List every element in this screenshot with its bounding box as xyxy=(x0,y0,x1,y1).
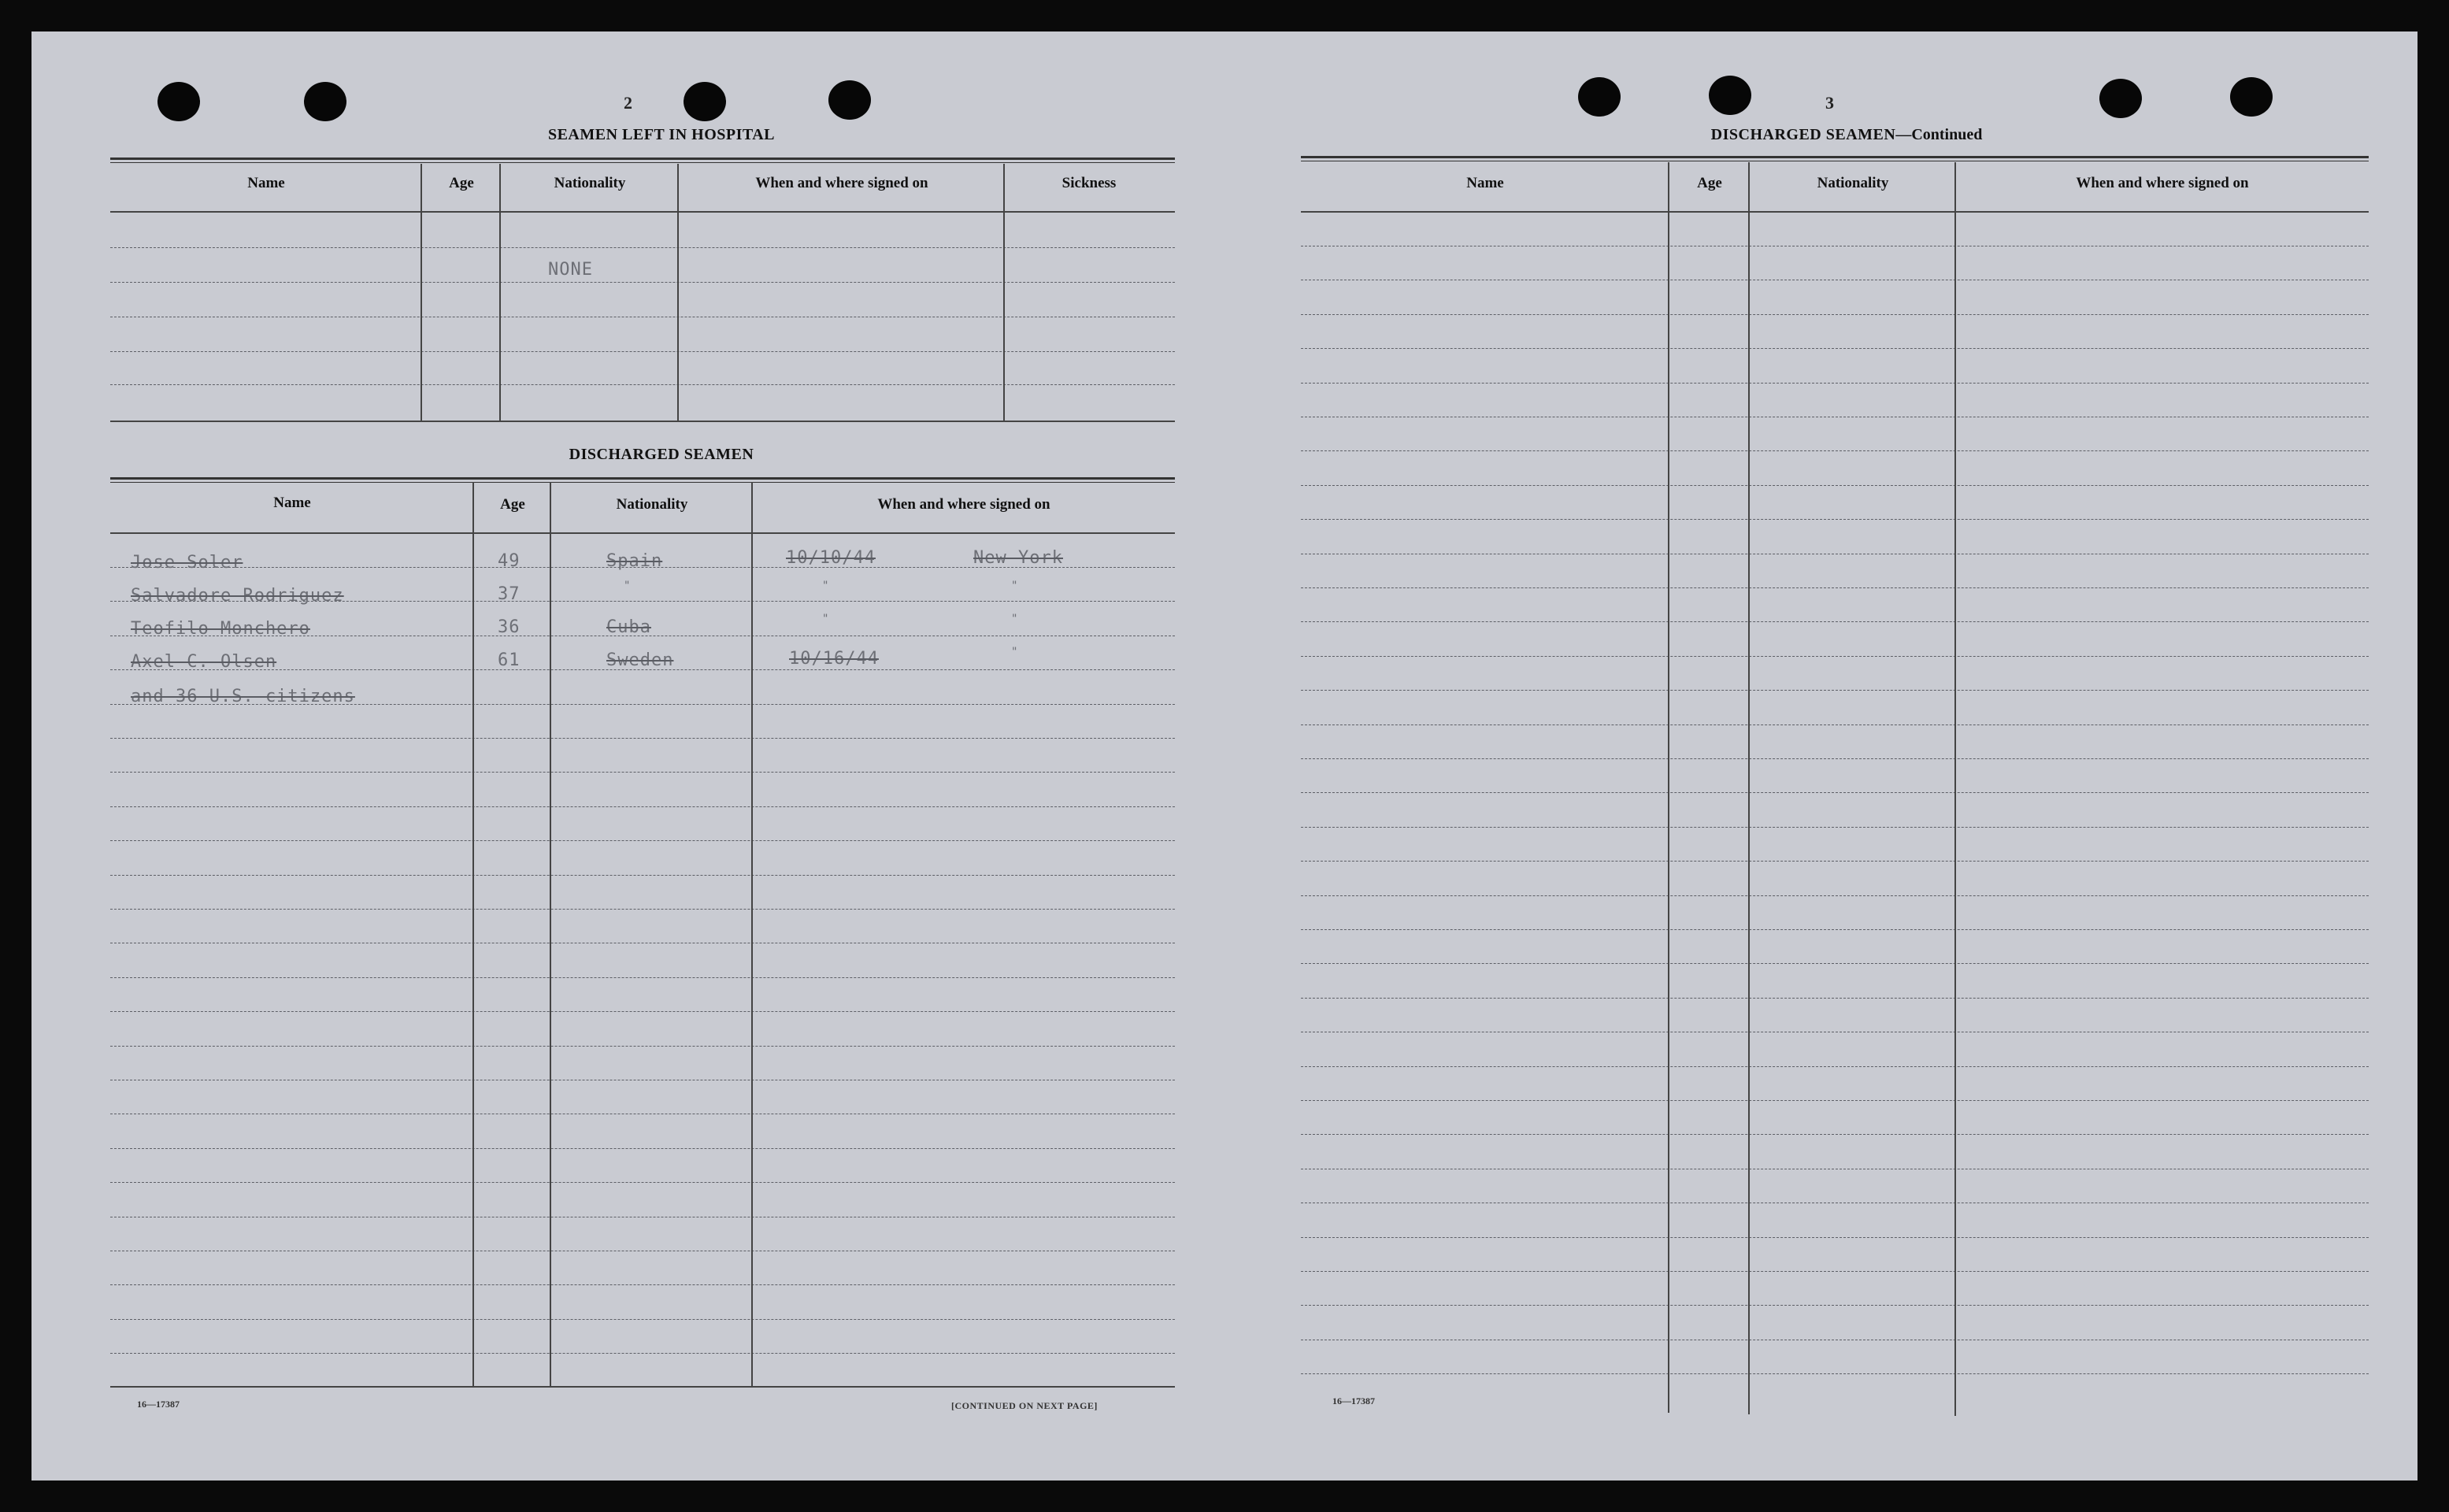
hospital-col-age: Age xyxy=(449,175,474,191)
column-divider xyxy=(472,482,474,1386)
right-col-nationality: Nationality xyxy=(1817,175,1889,191)
seaman-name: and 36 U.S. citizens xyxy=(131,687,355,706)
discharged-col-name: Name xyxy=(273,495,311,511)
ruled-line xyxy=(110,1046,1175,1047)
punch-hole xyxy=(1578,77,1621,117)
ruled-line xyxy=(110,738,1175,739)
ruled-line xyxy=(1301,1373,2369,1374)
hospital-col-signed-on: When and where signed on xyxy=(755,175,928,191)
ruled-line xyxy=(1301,1237,2369,1238)
ruled-line xyxy=(1301,690,2369,691)
ruled-line xyxy=(110,1182,1175,1183)
seaman-name: Jose Soler xyxy=(131,553,243,573)
punch-hole xyxy=(828,80,871,120)
ruled-line xyxy=(110,875,1175,876)
column-divider xyxy=(1954,162,1956,1416)
ruled-line xyxy=(1301,485,2369,486)
header-rule xyxy=(110,211,1175,213)
seaman-signed-place: " xyxy=(1011,646,1019,658)
seaman-signed-date: " xyxy=(822,613,830,625)
hospital-none-entry: NONE xyxy=(548,260,593,280)
seaman-nationality: Cuba xyxy=(606,617,651,637)
ruled-line xyxy=(1301,1066,2369,1067)
header-rule xyxy=(110,532,1175,534)
column-divider xyxy=(677,164,679,421)
ruled-line xyxy=(1301,1134,2369,1135)
seaman-signed-date: " xyxy=(822,580,830,592)
ruled-line xyxy=(1301,861,2369,862)
right-section-title xyxy=(1591,126,2103,144)
ruled-line xyxy=(1301,450,2369,451)
discharged-col-age: Age xyxy=(500,496,525,513)
hospital-col-nationality: Nationality xyxy=(554,175,626,191)
discharged-col-signed-on: When and where signed on xyxy=(877,496,1050,513)
ruled-line xyxy=(110,1353,1175,1354)
right-page-number: 3 xyxy=(1825,93,1834,113)
ruled-line xyxy=(1301,895,2369,896)
ruled-line xyxy=(1301,314,2369,315)
hospital-col-name: Name xyxy=(247,175,285,191)
seaman-name: Teofilo Monchero xyxy=(131,619,310,639)
column-divider xyxy=(499,164,501,421)
ruled-line xyxy=(1301,621,2369,622)
continued-note: [CONTINUED ON NEXT PAGE] xyxy=(951,1400,1098,1411)
ruled-line xyxy=(110,384,1175,385)
ruled-line xyxy=(110,1319,1175,1320)
ruled-line xyxy=(110,1284,1175,1285)
ruled-line xyxy=(1301,587,2369,588)
seaman-age: 37 xyxy=(498,584,521,604)
right-form-number: 16—17387 xyxy=(1332,1395,1375,1406)
ruled-line xyxy=(1301,519,2369,520)
ruled-line xyxy=(1301,348,2369,349)
column-divider xyxy=(1748,162,1750,1414)
document-page xyxy=(31,32,2418,1480)
section-bottom-rule xyxy=(110,1386,1175,1388)
column-divider xyxy=(751,482,753,1386)
ruled-line xyxy=(1301,827,2369,828)
ruled-line xyxy=(1301,792,2369,793)
column-divider xyxy=(550,482,551,1386)
ruled-line xyxy=(110,772,1175,773)
seaman-age: 49 xyxy=(498,551,521,571)
seaman-nationality: Spain xyxy=(606,551,663,571)
double-rule xyxy=(110,477,1175,483)
seaman-nationality: Sweden xyxy=(606,650,674,670)
ruled-line xyxy=(1301,998,2369,999)
column-divider xyxy=(1003,164,1005,421)
seaman-age: 36 xyxy=(498,617,521,637)
hospital-col-sickness: Sickness xyxy=(1061,175,1117,191)
punch-hole xyxy=(157,82,200,121)
ruled-line xyxy=(1301,1271,2369,1272)
seaman-signed-place: New York xyxy=(973,548,1063,568)
ruled-line xyxy=(110,909,1175,910)
discharged-col-nationality: Nationality xyxy=(616,496,688,513)
ruled-line xyxy=(110,806,1175,807)
ruled-line xyxy=(110,1148,1175,1149)
ruled-line xyxy=(1301,724,2369,725)
ruled-line xyxy=(110,1011,1175,1012)
ruled-line xyxy=(1301,758,2369,759)
ruled-line xyxy=(110,351,1175,352)
discharged-section-title: DISCHARGED SEAMEN xyxy=(569,446,754,463)
right-section-title-text: DISCHARGED SEAMEN xyxy=(1710,126,1896,143)
hospital-section-title: SEAMEN LEFT IN HOSPITAL xyxy=(547,126,776,143)
header-rule xyxy=(1301,211,2369,213)
ruled-line xyxy=(1301,383,2369,384)
seaman-nationality: " xyxy=(624,580,632,592)
punch-hole xyxy=(684,82,726,121)
double-rule xyxy=(1301,156,2369,161)
right-col-name: Name xyxy=(1466,175,1504,191)
left-page-number: 2 xyxy=(624,93,632,113)
seaman-name: Axel C. Olsen xyxy=(131,652,277,672)
ruled-line xyxy=(110,247,1175,248)
left-form-number: 16—17387 xyxy=(137,1399,180,1410)
punch-hole xyxy=(2230,77,2273,117)
seaman-signed-date: 10/10/44 xyxy=(786,548,876,568)
seaman-age: 61 xyxy=(498,650,521,670)
punch-hole xyxy=(2099,79,2142,118)
column-divider xyxy=(1668,162,1669,1413)
ruled-line xyxy=(1301,656,2369,657)
seaman-signed-place: " xyxy=(1011,613,1019,625)
section-bottom-rule xyxy=(110,421,1175,422)
seaman-signed-date: 10/16/44 xyxy=(789,649,879,669)
right-col-signed-on: When and where signed on xyxy=(2076,175,2249,191)
punch-hole xyxy=(1709,76,1751,115)
right-col-age: Age xyxy=(1697,175,1722,191)
seaman-signed-place: " xyxy=(1011,580,1019,592)
ruled-line xyxy=(1301,963,2369,964)
double-rule xyxy=(110,158,1175,163)
ruled-line xyxy=(1301,1100,2369,1101)
ruled-line xyxy=(110,977,1175,978)
ruled-line xyxy=(1301,929,2369,930)
ruled-line xyxy=(110,282,1175,283)
ruled-line xyxy=(1301,1305,2369,1306)
right-section-title-suffix: —Continued xyxy=(1895,126,1983,143)
seaman-name: Salvadore Rodriguez xyxy=(131,586,344,606)
ruled-line xyxy=(110,840,1175,841)
column-divider xyxy=(421,164,422,421)
punch-hole xyxy=(304,82,346,121)
